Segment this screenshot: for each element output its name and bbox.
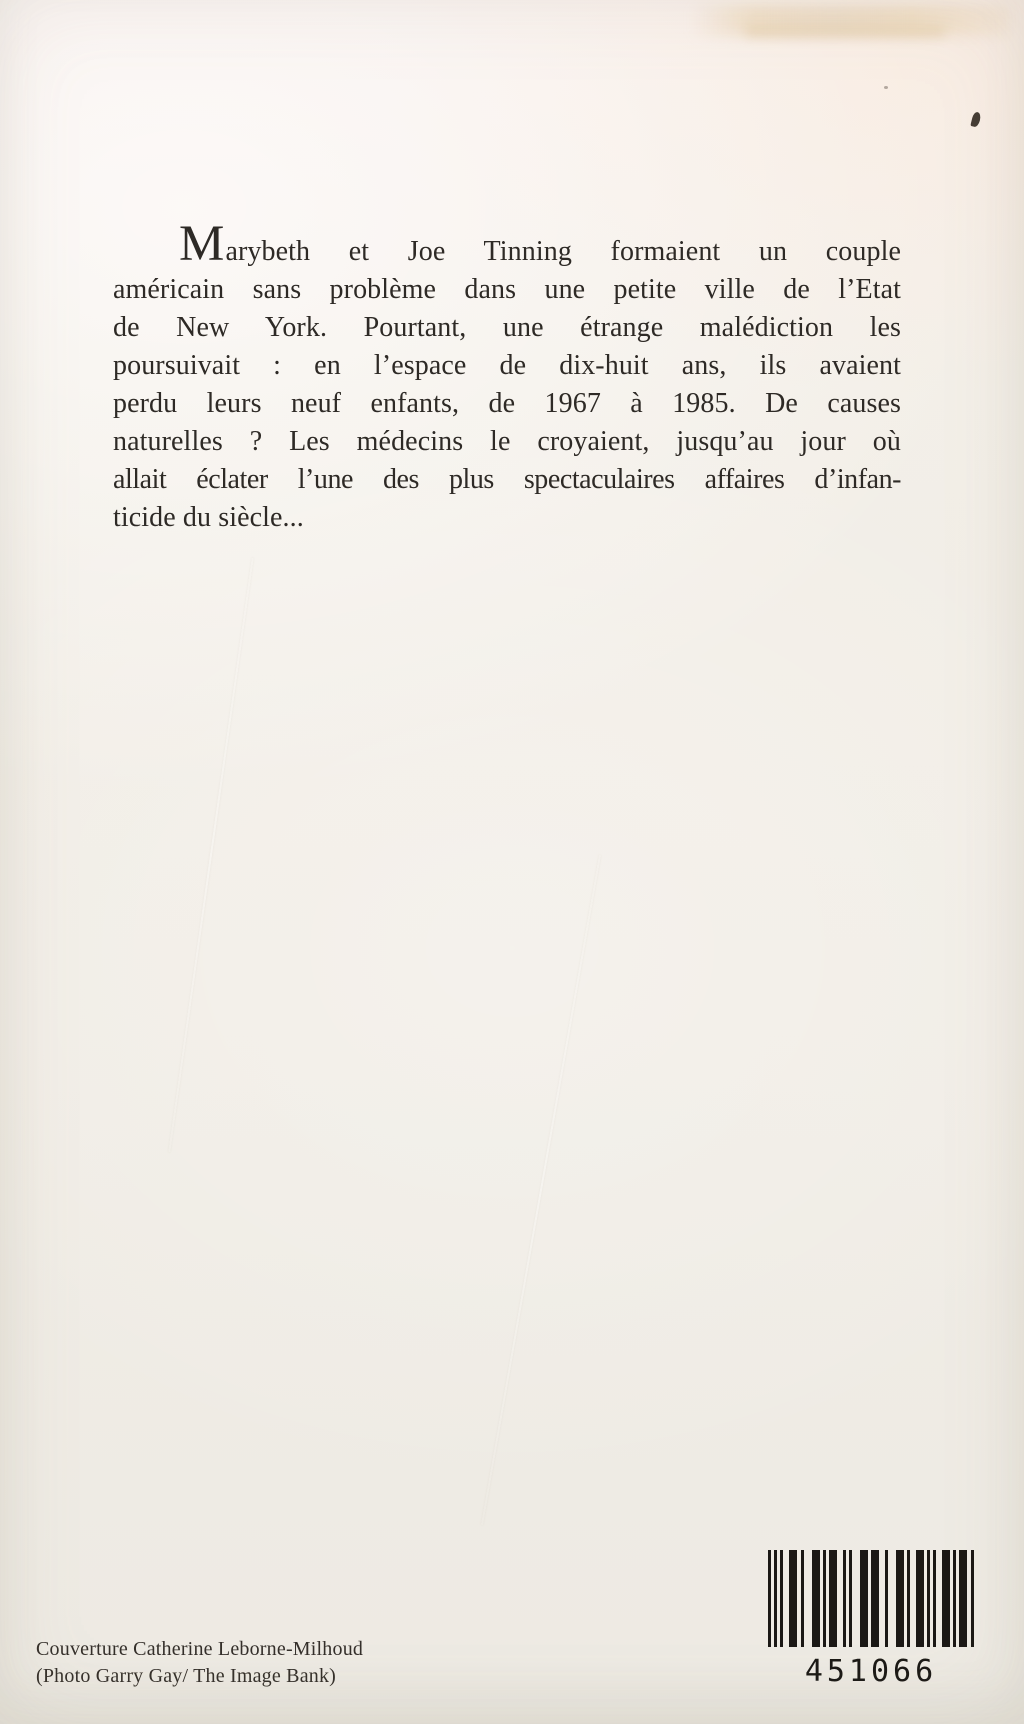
barcode-gap [888,1550,896,1647]
barcode-bars [768,1550,974,1647]
paper-speck [884,86,888,89]
barcode-bar [871,1550,879,1647]
barcode-bar [942,1550,950,1647]
ink-speck-mark [970,111,981,127]
barcode-bar [829,1550,837,1647]
barcode-bar [916,1550,924,1647]
blurb-line: de New York. Pourtant, une étrange malédiction les [113,312,901,343]
barcode-bar [812,1550,820,1647]
cover-credit: Couverture Catherine Leborne-Milhoud [36,1638,364,1660]
blurb-line: poursuivait : en l’espace de dix-huit ans, ils avaient [113,350,901,381]
photo-credit: (Photo Garry Gay/ The Image Bank) [36,1665,337,1687]
barcode-bar [959,1550,967,1647]
blurb-line [113,216,901,272]
barcode-bar [789,1550,797,1647]
blurb-line: perdu leurs neuf enfants, de 1967 à 1985. De causes [113,388,901,419]
barcode-gap [804,1550,812,1647]
credits [36,1636,363,1690]
blurb-line: naturelles ? Les médecins le croyaient, jusqu’au jour où [113,426,901,457]
barcode-bar [971,1550,974,1647]
back-cover-blurb [113,216,901,537]
blurb-line: américain sans problème dans une petite ville de l’Etat [113,274,901,305]
blurb-line-text: arybeth et Joe Tinning formaient un couple [225,236,901,267]
barcode [768,1550,974,1689]
barcode-bar [896,1550,904,1647]
barcode-gap [852,1550,860,1647]
drop-cap-initial: M [179,216,225,272]
paper-crease [168,558,253,1152]
blurb-line: allait éclater l’une des plus spectaculaires affaires d’infan- [113,464,901,495]
blurb-line: ticide du siècle... [113,502,304,533]
paper-crease [481,855,601,1525]
barcode-bar [860,1550,868,1647]
show-through-smudge [745,26,945,38]
barcode-number: 451066 [804,1654,938,1689]
